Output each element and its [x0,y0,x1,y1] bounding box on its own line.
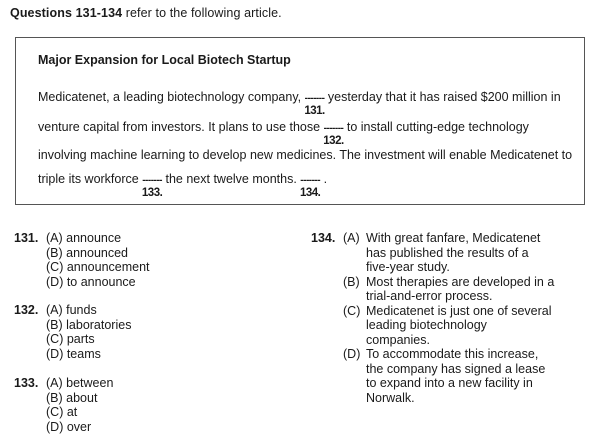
option-c[interactable]: (C) announcement [46,260,150,274]
option-b[interactable]: (B) announced [46,245,129,260]
option-a[interactable]: (A) With great fanfare, Medicatenet has published the results of a five-year study. [343,231,541,274]
option-b[interactable]: (B) laboratories [46,317,132,332]
option-d[interactable]: (D) teams [46,346,101,361]
option-c[interactable]: (C) parts [46,332,95,346]
option-c[interactable]: (C) at [46,405,78,419]
option-b[interactable]: (B) Most therapies are developed in a trial-and-error process. [343,274,555,303]
option-a[interactable]: (A) announce [46,231,122,245]
option-d[interactable]: (D) to announce [46,274,136,289]
article-line-4: triple its workforce ------- 133. the next twelve months. ------- 134. . [38,172,328,199]
article-line-3: involving machine learning to develop new medicines. The investment will enable Medicatenet to [38,148,573,162]
option-d[interactable]: (D) To accommodate this increase, the company has signed a lease to expand into a new facility in Norwalk. [343,347,546,405]
question-number: 134. [311,231,336,245]
option-d[interactable]: (D) over [46,419,92,434]
option-a[interactable]: (A) funds [46,303,97,317]
question-number: 131. [14,231,39,245]
option-b[interactable]: (B) about [46,390,98,405]
instructions-text: refer to the following article. [122,6,282,20]
option-a[interactable]: (A) between [46,376,114,390]
question-number: 132. [14,303,39,317]
question-number: 133. [14,376,39,390]
article-line-2: venture capital from investors. It plans to use those ------- 132. to install cutting-edge technology [38,120,529,147]
article-title: Major Expansion for Local Biotech Startup [38,53,291,67]
blank-131[interactable]: ------- 131. [304,93,325,117]
instructions-header [10,6,282,20]
blank-132[interactable]: ------- 132. [323,123,344,147]
option-c[interactable]: (C) Medicatenet is just one of several leading biotechnology companies. [343,303,552,347]
article-line-1: Medicatenet, a leading biotechnology company, ------- 131. yesterday that it has raised $200 million in [38,90,561,117]
article-box [15,37,585,205]
blank-134[interactable]: ------- 134. [299,175,321,199]
instructions-range: Questions 131-134 [10,6,123,20]
blank-133[interactable]: ------- 133. [141,175,163,199]
